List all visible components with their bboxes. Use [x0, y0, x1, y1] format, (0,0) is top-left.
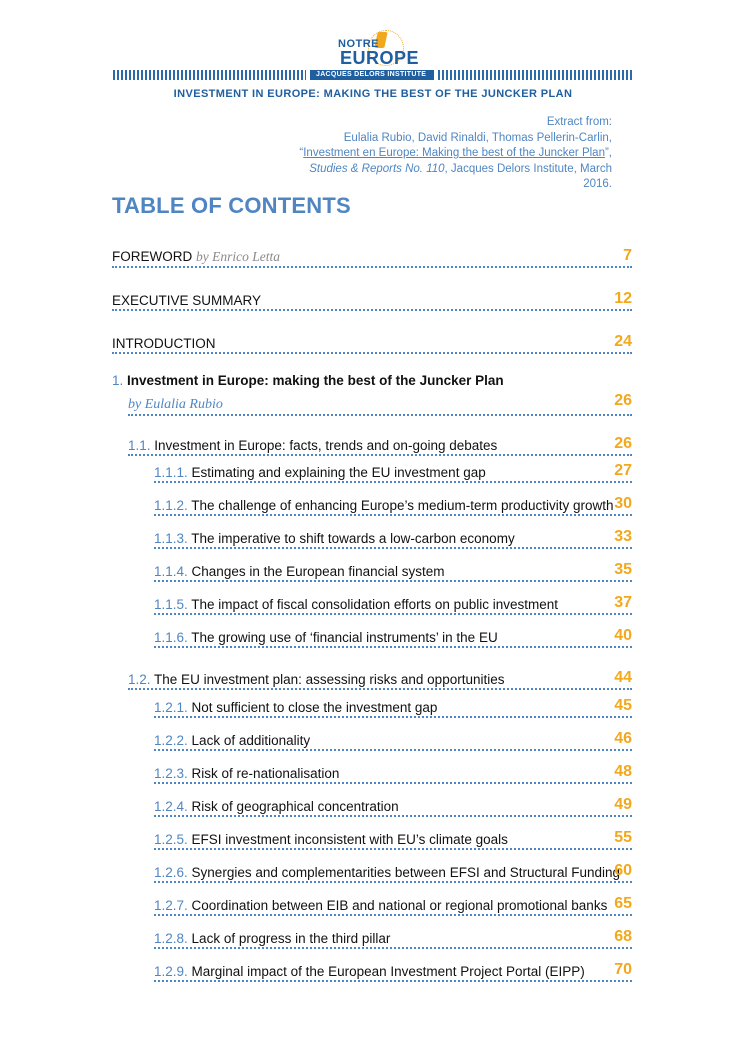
page-number: 35 [614, 561, 632, 578]
extract-line-4: Studies & Reports No. 110, Jacques Delors Institute, March 2016. [309, 162, 612, 190]
logo-top-text: NOTRE [338, 38, 379, 50]
dotted-divider [128, 414, 632, 416]
extract-line-2: Eulalia Rubio, David Rinaldi, Thomas Pellerin-Carlin, [343, 131, 612, 144]
toc-entry-foreword[interactable]: FOREWORD by Enrico Letta 7 [112, 236, 632, 268]
toc-entry-introduction[interactable]: INTRODUCTION 24 [112, 322, 632, 354]
page-number: 70 [614, 961, 632, 978]
dotted-divider [112, 266, 632, 268]
toc-entry-1-1-4[interactable]: 1.1.4. Changes in the European financial system 35 [112, 549, 632, 582]
logo-subtitle: JACQUES DELORS INSTITUTE [316, 71, 427, 78]
toc-entry-1-1[interactable]: 1.1. Investment in Europe: facts, trends and on-going debates 26 [112, 430, 632, 456]
page-number: 65 [614, 895, 632, 912]
extract-line-3: “Investment en Europe: Making the best of the Juncker Plan”, [299, 147, 612, 159]
toc-entry-1-1-2[interactable]: 1.1.2. The challenge of enhancing Europe’s medium-term productivity growth 30 [112, 483, 632, 516]
toc-entry-1-2-6[interactable]: 1.2.6. Synergies and complementarities between EFSI and Structural Funding 60 [112, 850, 632, 883]
toc-entry-1-2-2[interactable]: 1.2.2. Lack of additionality 46 [112, 718, 632, 751]
page-number: 44 [614, 669, 632, 686]
page-number: 55 [614, 829, 632, 846]
stripe-left [113, 70, 306, 80]
page-number: 30 [614, 495, 632, 512]
toc-entry-1-2-9[interactable]: 1.2.9. Marginal impact of the European Investment Project Portal (EIPP) 70 [112, 949, 632, 982]
masthead [0, 28, 746, 80]
toc-entry-1-1-5[interactable]: 1.1.5. The impact of fiscal consolidation efforts on public investment 37 [112, 582, 632, 615]
page-number: 49 [614, 796, 632, 813]
page-number: 46 [614, 730, 632, 747]
page-number: 24 [614, 333, 632, 350]
page-number: 45 [614, 697, 632, 714]
toc-entry-1-2-4[interactable]: 1.2.4. Risk of geographical concentration 49 [112, 784, 632, 817]
page-number: 7 [623, 247, 632, 264]
extract-citation [282, 115, 612, 193]
page-number: 40 [614, 627, 632, 644]
toc-entry-1-2-1[interactable]: 1.2.1. Not sufficient to close the investment gap 45 [112, 690, 632, 718]
page-number: 60 [614, 862, 632, 879]
stripe-right [438, 70, 632, 80]
report-link[interactable]: Investment en Europe: Making the best of the Juncker Plan [303, 147, 605, 159]
dotted-divider [154, 646, 632, 648]
toc-title: TABLE OF CONTENTS [112, 193, 351, 218]
toc-entry-chapter-1[interactable]: 1. Investment in Europe: making the best of the Juncker Plan by Eulalia Rubio 26 [112, 366, 632, 416]
page-number: 68 [614, 928, 632, 945]
toc-entry-1-2-7[interactable]: 1.2.7. Coordination between EIB and national or regional promotional banks 65 [112, 883, 632, 916]
toc-entry-1-2[interactable]: 1.2. The EU investment plan: assessing risks and opportunities 44 [112, 664, 632, 690]
logo-main-text: EUROPE [340, 48, 420, 68]
page-number: 48 [614, 763, 632, 780]
page-number: 37 [614, 594, 632, 611]
page-number: 12 [614, 290, 632, 307]
toc-entry-1-2-5[interactable]: 1.2.5. EFSI investment inconsistent with EU’s climate goals 55 [112, 817, 632, 850]
page-number: 26 [614, 392, 632, 409]
extract-line-1: Extract from: [546, 116, 612, 128]
page-number: 33 [614, 528, 632, 545]
dotted-divider [112, 352, 632, 354]
dotted-divider [112, 309, 632, 311]
dotted-divider [154, 980, 632, 982]
page-number: 27 [614, 462, 632, 479]
toc-entry-1-2-8[interactable]: 1.2.8. Lack of progress in the third pillar 68 [112, 916, 632, 949]
page-number: 26 [614, 435, 632, 452]
document-header-title: INVESTMENT IN EUROPE: MAKING THE BEST OF THE JUNCKER PLAN [173, 88, 573, 100]
toc-entry-1-1-1[interactable]: 1.1.1. Estimating and explaining the EU investment gap 27 [112, 456, 632, 483]
toc-entry-executive-summary[interactable]: EXECUTIVE SUMMARY 12 [112, 279, 632, 311]
toc-entry-1-2-3[interactable]: 1.2.3. Risk of re-nationalisation 48 [112, 751, 632, 784]
toc-entry-1-1-3[interactable]: 1.1.3. The imperative to shift towards a low-carbon economy 33 [112, 516, 632, 549]
toc-entry-1-1-6[interactable]: 1.1.6. The growing use of ‘financial instruments’ in the EU 40 [112, 615, 632, 648]
